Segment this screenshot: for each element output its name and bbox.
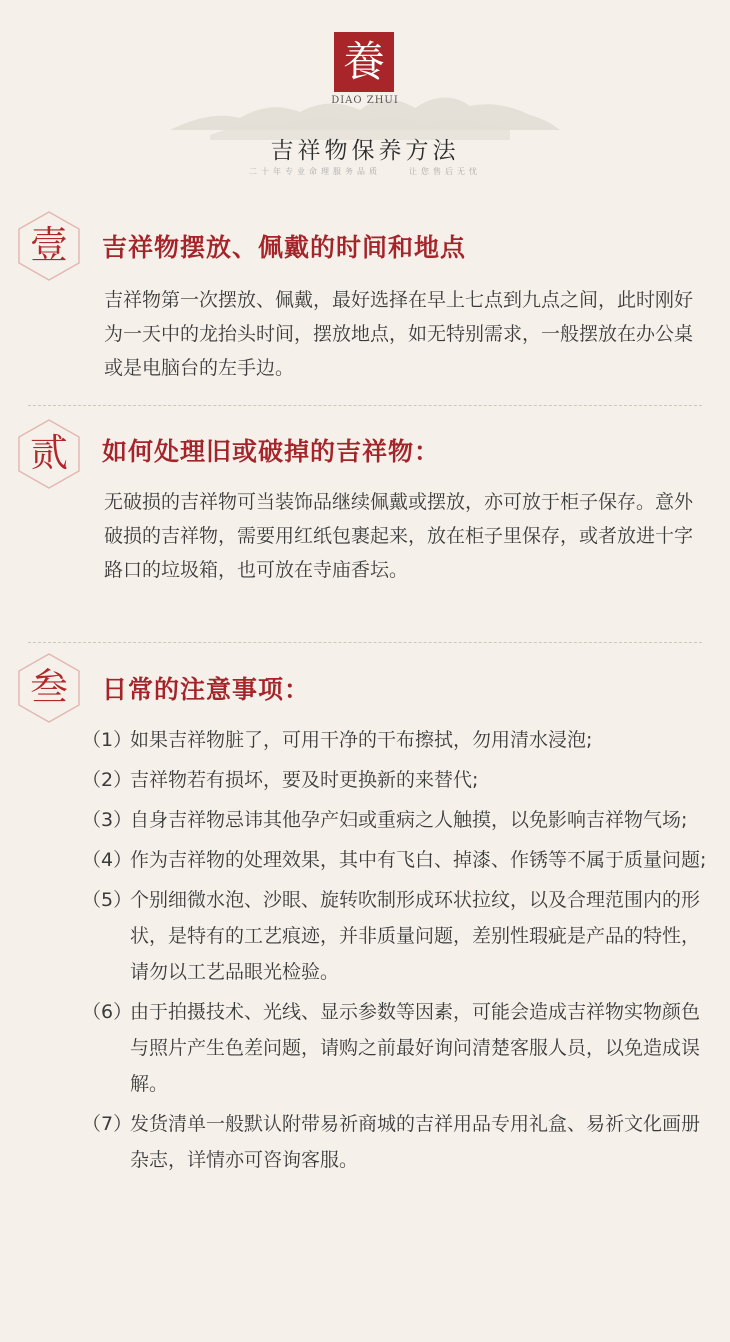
list-item bbox=[82, 722, 710, 758]
note-number: （1） bbox=[82, 729, 133, 751]
section-divider bbox=[28, 405, 702, 406]
note-text: 作为吉祥物的处理效果，其中有飞白、掉漆、作锈等不属于质量问题; bbox=[130, 849, 707, 871]
section-title-3: 日常的注意事项： bbox=[102, 675, 311, 704]
note-text: 吉祥物若有损坏，要及时更换新的来替代; bbox=[130, 769, 479, 791]
badge-numeral: 叁 bbox=[29, 665, 68, 709]
section-text-2: 无破损的吉祥物可当装饰品继续佩戴或摆放，亦可放于柜子保存。意外破损的吉祥物，需要用红纸包裹起来，放在柜子里保存，或者放进十字路口的垃圾箱，也可放在寺庙香坛。 bbox=[104, 491, 694, 581]
seal-subtitle: DIAO ZHUI bbox=[331, 95, 399, 106]
note-number: （7） bbox=[82, 1113, 133, 1135]
note-text: 自身吉祥物忌讳其他孕产妇或重病之人触摸，以免影响吉祥物气场; bbox=[130, 809, 688, 831]
list-item bbox=[82, 994, 710, 1102]
section-text-1: 吉祥物第一次摆放、佩戴，最好选择在早上七点到九点之间，此时刚好为一天中的龙抬头时间，摆放地点，如无特别需求，一般摆放在办公桌或是电脑台的左手边。 bbox=[104, 289, 694, 379]
badge-numeral: 壹 bbox=[29, 223, 68, 267]
page-header bbox=[0, 0, 730, 190]
section-badge-2 bbox=[17, 418, 81, 490]
note-number: （2） bbox=[82, 769, 133, 791]
note-text: 个别细微水泡、沙眼、旋转吹制形成环状拉纹，以及合理范围内的形状，是特有的工艺痕迹，并非质量问题，差别性瑕疵是产品的特性，请勿以工艺品眼光检验。 bbox=[130, 889, 701, 983]
list-item bbox=[82, 762, 710, 798]
section-badge-1 bbox=[17, 210, 81, 282]
section-divider bbox=[28, 642, 702, 643]
note-number: （6） bbox=[82, 1001, 133, 1023]
list-item bbox=[82, 882, 710, 990]
badge-numeral: 贰 bbox=[29, 431, 68, 475]
page-title: 吉祥物保养方法 bbox=[270, 138, 460, 164]
slogan-left: 二十年专业命理服务品质 bbox=[249, 167, 381, 176]
note-text: 如果吉祥物脏了，可用干净的干布擦拭，勿用清水浸泡; bbox=[130, 729, 593, 751]
seal-logo: 養 bbox=[334, 32, 394, 92]
notes-list bbox=[82, 722, 710, 1182]
section-title-2: 如何处理旧或破掉的吉祥物： bbox=[102, 437, 441, 466]
note-text: 发货清单一般默认附带易祈商城的吉祥用品专用礼盒、易祈文化画册杂志，详情亦可咨询客服。 bbox=[130, 1113, 701, 1171]
note-text: 由于拍摄技术、光线、显示参数等因素，可能会造成吉祥物实物颜色与照片产生色差问题，请购之前最好询问清楚客服人员，以免造成误解。 bbox=[130, 1001, 701, 1095]
note-number: （3） bbox=[82, 809, 133, 831]
slogan-right: 让您售后无忧 bbox=[409, 167, 481, 176]
list-item bbox=[82, 842, 710, 878]
note-number: （4） bbox=[82, 849, 133, 871]
list-item bbox=[82, 1106, 710, 1178]
list-item bbox=[82, 802, 710, 838]
header-slogan bbox=[0, 166, 730, 177]
note-number: （5） bbox=[82, 889, 133, 911]
section-title-1: 吉祥物摆放、佩戴的时间和地点 bbox=[102, 233, 467, 262]
section-badge-3 bbox=[17, 652, 81, 724]
